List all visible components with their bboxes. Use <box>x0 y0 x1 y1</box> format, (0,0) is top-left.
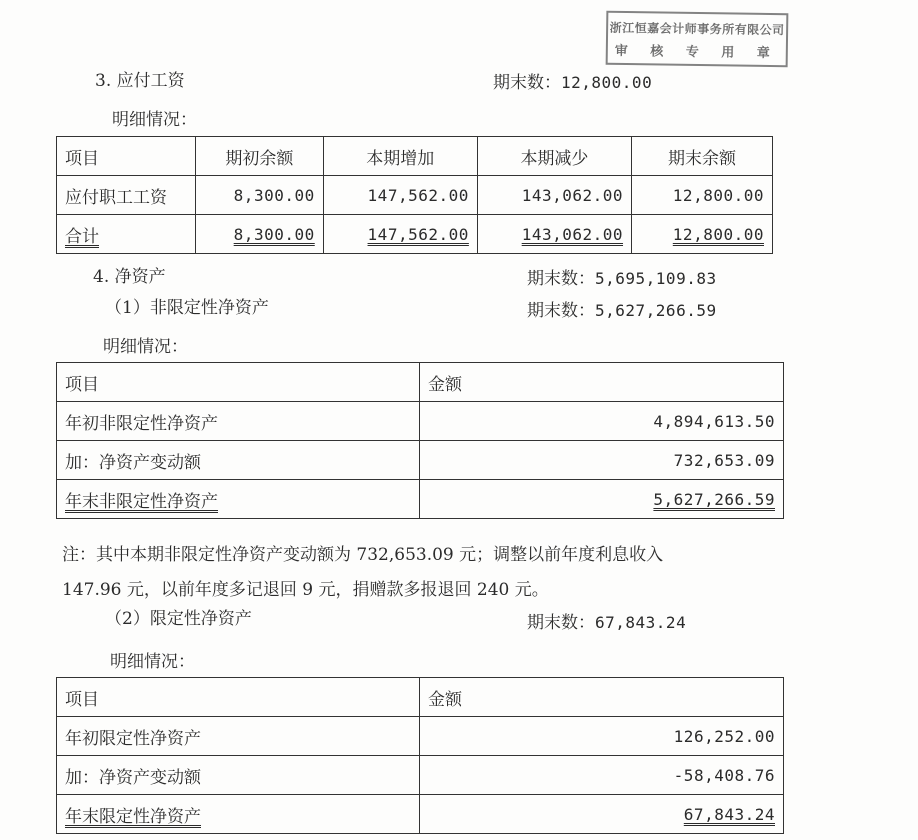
total-label: 年末非限定性净资产 <box>65 491 218 512</box>
period-end-label: 期末数： <box>527 269 595 289</box>
row-closing: 12,800.00 <box>632 176 773 215</box>
header-item: 项目 <box>57 678 420 717</box>
stamp-label: 审 核 专 用 章 <box>614 43 779 62</box>
row-item: 加：净资产变动额 <box>57 441 420 480</box>
table-row <box>57 402 784 441</box>
period-end-label: 期末数： <box>493 73 561 93</box>
header-item: 项目 <box>57 137 196 176</box>
period-end-value: 5,627,266.59 <box>595 301 717 320</box>
section-4-period-end <box>527 264 717 289</box>
table-row <box>57 717 784 756</box>
row-opening: 8,300.00 <box>196 176 324 215</box>
table-header-row <box>57 137 773 176</box>
wages-payable-table <box>56 136 773 254</box>
restricted-net-assets-table <box>56 677 784 834</box>
row-decrease: 143,062.00 <box>477 176 631 215</box>
row-item: 加：净资产变动额 <box>57 756 420 795</box>
table-total-row <box>57 480 784 519</box>
total-opening: 8,300.00 <box>233 224 315 244</box>
table-header-row <box>57 678 784 717</box>
restricted-period-end <box>527 608 686 633</box>
table-total-row <box>57 795 784 834</box>
unrestricted-period-end <box>527 296 717 321</box>
row-item: 应付职工工资 <box>57 176 196 215</box>
header-closing-balance: 期末余额 <box>632 137 773 176</box>
table-row <box>57 756 784 795</box>
table-header-row <box>57 363 784 402</box>
note-line-2: 147.96 元，以前年度多记退回 9 元，捐赠款多报退回 240 元。 <box>62 580 549 600</box>
note-line-1: 注：其中本期非限定性净资产变动额为 732,653.09 元；调整以前年度利息收入 <box>62 545 664 565</box>
header-opening-balance: 期初余额 <box>196 137 324 176</box>
section-3-title: 3. 应付工资 <box>95 71 185 91</box>
row-amount: -58,408.76 <box>420 756 784 795</box>
section-4-title: 4. 净资产 <box>93 267 166 287</box>
stamp-firm-name: 浙江恒嘉会计师事务所有限公司 <box>609 20 785 38</box>
period-end-label: 期末数： <box>527 613 595 633</box>
header-item: 项目 <box>57 363 420 402</box>
row-amount: 126,252.00 <box>420 717 784 756</box>
header-increase: 本期增加 <box>323 137 477 176</box>
audit-stamp <box>606 11 789 68</box>
table-total-row <box>57 215 773 254</box>
table-row <box>57 176 773 215</box>
total-closing: 12,800.00 <box>672 224 764 244</box>
total-label: 年末限定性净资产 <box>65 806 201 827</box>
row-amount: 732,653.09 <box>420 441 784 480</box>
restricted-net-assets-title: （2）限定性净资产 <box>105 609 252 629</box>
header-decrease: 本期减少 <box>477 137 631 176</box>
total-decrease: 143,062.00 <box>521 224 624 244</box>
total-label: 合计 <box>65 226 99 247</box>
header-amount: 金额 <box>420 363 784 402</box>
period-end-value: 67,843.24 <box>595 613 687 632</box>
period-end-value: 5,695,109.83 <box>595 269 717 288</box>
restricted-detail-label: 明细情况： <box>110 652 195 672</box>
section-3-detail-label: 明细情况： <box>112 110 197 130</box>
row-item: 年初非限定性净资产 <box>57 402 420 441</box>
unrestricted-net-assets-title: （1）非限定性净资产 <box>105 298 269 318</box>
total-increase: 147,562.00 <box>367 224 469 244</box>
table-row <box>57 441 784 480</box>
unrestricted-net-assets-table <box>56 362 784 519</box>
row-item: 年初限定性净资产 <box>57 717 420 756</box>
period-end-label: 期末数： <box>527 301 595 321</box>
period-end-value: 12,800.00 <box>561 73 653 92</box>
total-amount: 5,627,266.59 <box>653 489 775 509</box>
section-3-period-end <box>493 68 652 93</box>
unrestricted-detail-label: 明细情况： <box>103 337 188 357</box>
header-amount: 金额 <box>420 678 784 717</box>
row-amount: 4,894,613.50 <box>420 402 784 441</box>
row-increase: 147,562.00 <box>323 176 477 215</box>
total-amount: 67,843.24 <box>683 804 775 824</box>
